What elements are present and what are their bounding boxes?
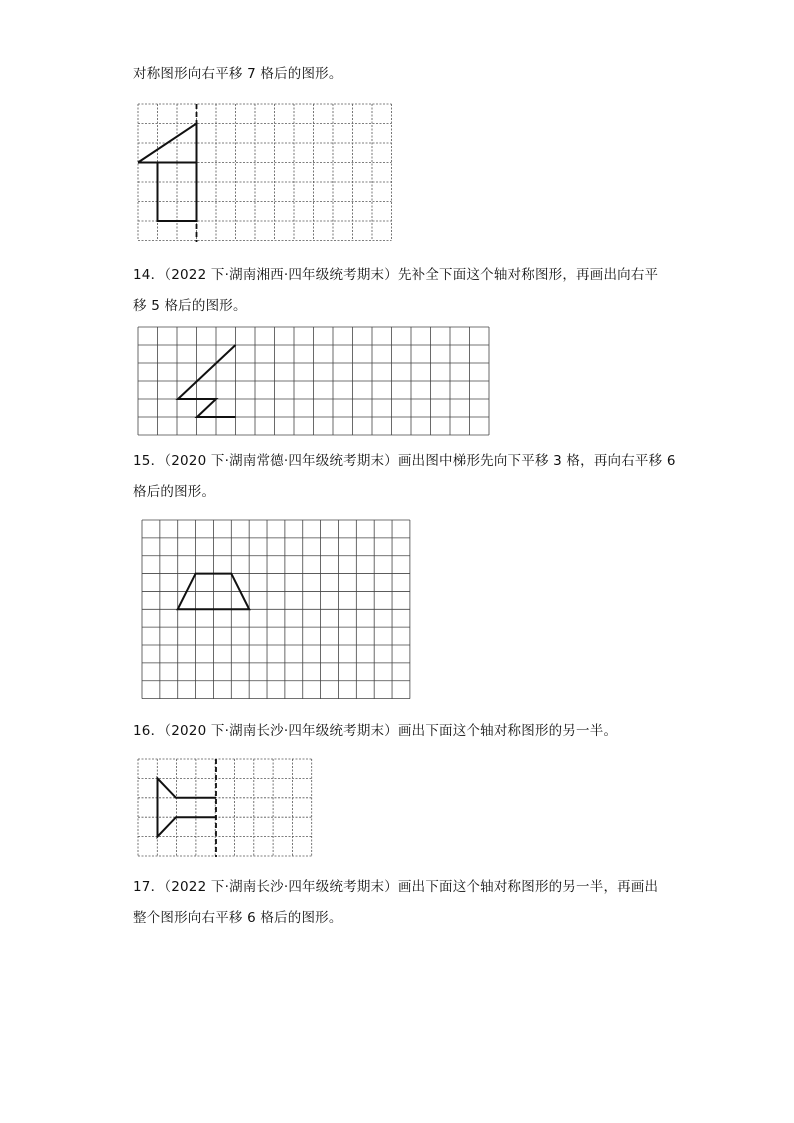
- problem-14-text-line1: 14．（2022 下·湖南湘西·四年级统考期末）先补全下面这个轴对称图形，再画出向右平: [133, 267, 659, 283]
- problem-17-text-line2: 整个图形向右平移 6 格后的图形。: [133, 910, 343, 926]
- grid-problem-15: [142, 520, 410, 700]
- problem-13-text-tail: 对称图形向右平移 7 格后的图形。: [133, 66, 343, 82]
- half-figure-shape: [158, 778, 217, 836]
- problem-16-text-line1: 16．（2020 下·湖南长沙·四年级统考期末）画出下面这个轴对称图形的另一半。: [133, 723, 618, 739]
- grid-problem-13: [138, 104, 392, 244]
- problem-15-text-line2: 格后的图形。: [133, 484, 216, 500]
- problem-17-text-line1: 17．（2022 下·湖南长沙·四年级统考期末）画出下面这个轴对称图形的另一半，再画出: [133, 879, 659, 895]
- grid-problem-14: [138, 327, 490, 437]
- grid-problem-16: [138, 759, 312, 859]
- problem-14-text-line2: 移 5 格后的图形。: [133, 298, 247, 314]
- problem-15-text-line1: 15．（2020 下·湖南常德·四年级统考期末）画出图中梯形先向下平移 3 格，再向右平移 6: [133, 453, 676, 469]
